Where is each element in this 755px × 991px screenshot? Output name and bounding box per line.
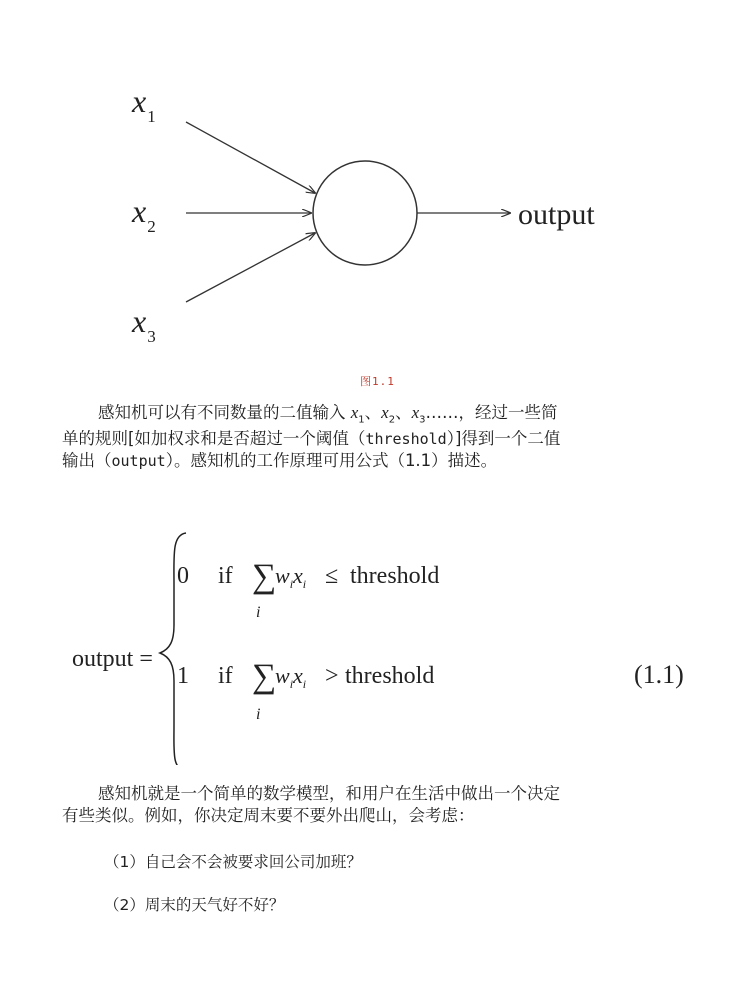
formula-number: (1.1) <box>634 660 684 689</box>
svg-text:threshold: threshold <box>350 563 440 589</box>
list-item <box>104 893 284 915</box>
list-item <box>104 850 362 872</box>
list-item-text: 自己会不会被要求回公司加班？ <box>144 853 362 871</box>
paragraph-decision-line2: 有些类似。例如，你决定周末要不要外出爬山，会考虑： <box>62 806 475 825</box>
input-x3-label: $x_3$ <box>132 303 156 346</box>
figure-caption: 图1.1 <box>360 375 395 388</box>
svg-text:∑: ∑ <box>252 658 277 695</box>
arrow-x3-to-neuron <box>186 233 315 302</box>
paragraph-intro-line3: 输出（output）。感知机的工作原理可用公式（1.1）描述。 <box>62 451 498 470</box>
formula-case-1 <box>177 658 434 723</box>
paragraph-intro: 感知机可以有不同数量的二值输入 $x_1$、$x_2$、$x_3\dots\dots$，经过一些简 <box>98 403 558 426</box>
formula-lhs: output = <box>72 646 153 672</box>
formula-case-0 <box>177 558 439 621</box>
list-item-number: （1） <box>104 853 145 871</box>
list-item-number: （2） <box>104 896 145 914</box>
svg-text:wixi: $w_ix_i$ <box>275 663 307 691</box>
input-x1-label: $x_1$ <box>132 83 156 126</box>
paragraph-decision: 感知机就是一个简单的数学模型，和用户在生活中做出一个决定 <box>98 784 560 803</box>
arrow-x1-to-neuron <box>186 122 315 193</box>
input-x2-label: $x_2$ <box>132 193 156 236</box>
list-item-text: 周末的天气好不好？ <box>144 896 285 914</box>
perceptron-formula <box>0 525 755 765</box>
svg-text:>: > <box>325 663 339 689</box>
neuron-circle <box>313 161 417 265</box>
svg-text:if: if <box>218 563 233 589</box>
svg-text:if: if <box>218 663 233 689</box>
svg-text:∑: ∑ <box>252 558 277 595</box>
perceptron-diagram <box>0 0 755 370</box>
svg-text:wixi: $w_ix_i$ <box>275 563 307 591</box>
svg-text:threshold: threshold <box>345 663 435 689</box>
svg-text:≤: ≤ <box>325 563 339 589</box>
svg-text:i: i <box>256 604 261 621</box>
svg-text:0: 0 <box>177 563 189 589</box>
paragraph-intro-line2: 单的规则[如加权求和是否超过一个阈值（threshold）]得到一个二值 <box>62 429 561 448</box>
svg-text:1: 1 <box>177 663 189 689</box>
output-label: output <box>518 198 595 231</box>
svg-text:i: i <box>256 706 261 723</box>
